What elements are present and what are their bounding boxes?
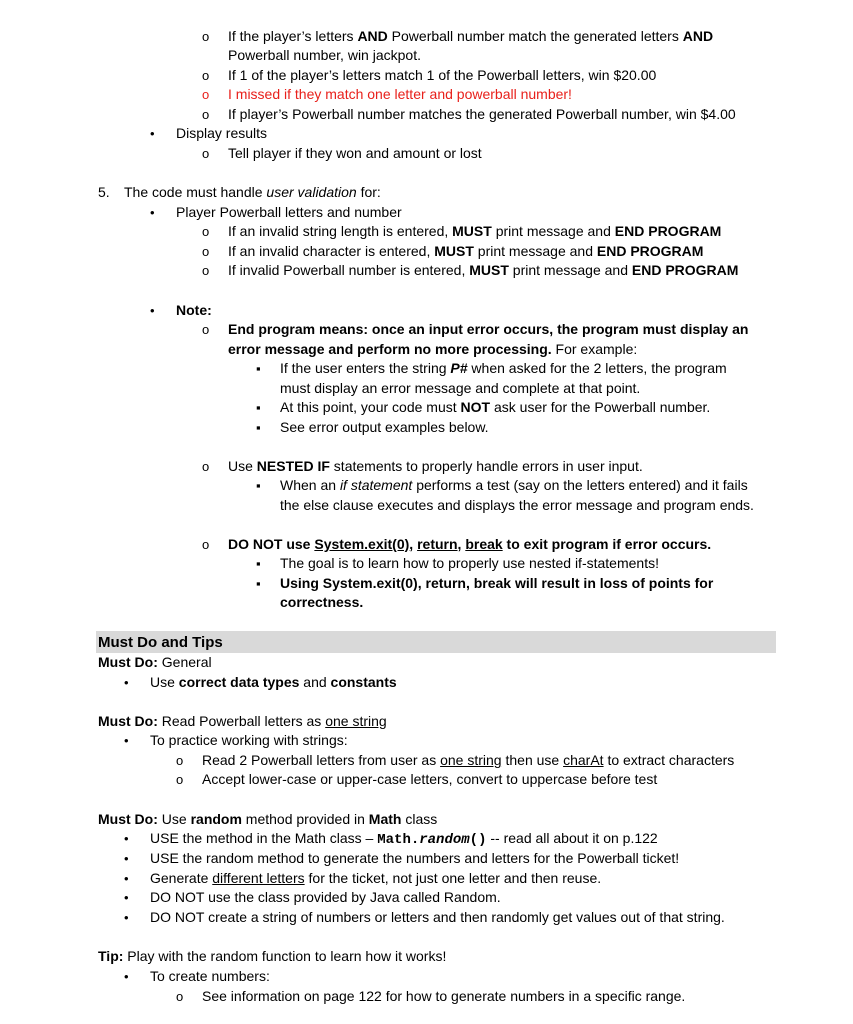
circle-bullet: o bbox=[202, 459, 210, 474]
circle-bullet: o bbox=[176, 753, 184, 768]
must-do-random: Must Do: Use random method provided in Math class bbox=[98, 811, 438, 827]
accept-case: Accept lower-case or upper-case letters, convert to uppercase before test bbox=[202, 771, 658, 787]
circle-bullet: o bbox=[202, 87, 210, 102]
nested-if-rule: Use NESTED IF statements to properly handle errors in user input. bbox=[228, 458, 643, 474]
must-do-general: Must Do: General bbox=[98, 654, 212, 670]
jackpot-rule-cont: Powerball number, win jackpot. bbox=[228, 47, 421, 63]
create-numbers: To create numbers: bbox=[150, 968, 270, 984]
note-label: Note: bbox=[176, 302, 212, 318]
bullet: • bbox=[124, 733, 129, 748]
item-5-number: 5. bbox=[98, 184, 110, 200]
circle-bullet: o bbox=[202, 224, 210, 239]
circle-bullet: o bbox=[176, 989, 184, 1004]
circle-bullet: o bbox=[202, 146, 210, 161]
bullet: • bbox=[124, 675, 129, 690]
square-bullet: ▪ bbox=[256, 361, 261, 376]
random-rule-5: DO NOT create a string of numbers or letters and then randomly get values out of that string. bbox=[150, 909, 725, 925]
tell-player: Tell player if they won and amount or lost bbox=[228, 145, 482, 161]
square-bullet: ▪ bbox=[256, 556, 261, 571]
square-bullet: ▪ bbox=[256, 400, 261, 415]
must-do-read: Must Do: Read Powerball letters as one string bbox=[98, 713, 387, 729]
bullet: • bbox=[124, 890, 129, 905]
section-header bbox=[96, 631, 776, 653]
item-5-heading: The code must handle user validation for: bbox=[124, 184, 381, 200]
read-two-letters: Read 2 Powerball letters from user as one string then use charAt to extract characters bbox=[202, 752, 735, 768]
bullet: • bbox=[124, 910, 129, 925]
practice-strings: To practice working with strings: bbox=[150, 732, 348, 748]
circle-bullet: o bbox=[202, 244, 210, 259]
invalid-length-rule: If an invalid string length is entered, MUST print message and END PROGRAM bbox=[228, 223, 722, 239]
end-program-definition-cont: error message and perform no more processing. For example: bbox=[228, 341, 638, 357]
circle-bullet: o bbox=[202, 29, 210, 44]
example-2: At this point, your code must NOT ask user for the Powerball number. bbox=[280, 399, 711, 415]
invalid-char-rule: If an invalid character is entered, MUST print message and END PROGRAM bbox=[228, 243, 704, 259]
bullet: • bbox=[124, 851, 129, 866]
example-1-cont: must display an error message and complete at that point. bbox=[280, 380, 641, 396]
invalid-number-rule: If invalid Powerball number is entered, MUST print message and END PROGRAM bbox=[228, 262, 739, 278]
end-program-definition: End program means: once an input error occurs, the program must display an bbox=[228, 321, 749, 337]
nested-if-detail-cont: the else clause executes and displays the error message and program ends. bbox=[280, 497, 754, 513]
square-bullet: ▪ bbox=[256, 478, 261, 493]
bullet: • bbox=[150, 126, 155, 141]
square-bullet: ▪ bbox=[256, 576, 261, 591]
circle-bullet: o bbox=[202, 263, 210, 278]
loss-of-points: Using System.exit(0), return, break will result in loss of points for bbox=[280, 575, 714, 591]
section-title: Must Do and Tips bbox=[98, 634, 223, 651]
jackpot-rule: If the player’s letters AND Powerball number match the generated letters AND bbox=[228, 28, 714, 44]
circle-bullet: o bbox=[202, 107, 210, 122]
missed-note: I missed if they match one letter and powerball number! bbox=[228, 86, 572, 102]
do-not-exit-rule: DO NOT use System.exit(0), return, break to exit program if error occurs. bbox=[228, 536, 712, 552]
win-4-rule: If player’s Powerball number matches the generated Powerball number, win $4.00 bbox=[228, 106, 736, 122]
win-20-rule: If 1 of the player’s letters match 1 of the Powerball letters, win $20.00 bbox=[228, 67, 657, 83]
random-rule-4: DO NOT use the class provided by Java called Random. bbox=[150, 889, 501, 905]
bullet: • bbox=[150, 205, 155, 220]
tip-heading: Tip: Play with the random function to learn how it works! bbox=[98, 948, 447, 964]
circle-bullet: o bbox=[202, 322, 210, 337]
random-rule-3: Generate different letters for the ticket, not just one letter and then reuse. bbox=[150, 870, 602, 886]
example-1: If the user enters the string P# when asked for the 2 letters, the program bbox=[280, 360, 727, 376]
square-bullet: ▪ bbox=[256, 420, 261, 435]
bullet: • bbox=[150, 303, 155, 318]
goal-note: The goal is to learn how to properly use nested if-statements! bbox=[280, 555, 659, 571]
nested-if-detail: When an if statement performs a test (say on the letters entered) and it fails bbox=[280, 477, 748, 493]
bullet: • bbox=[124, 831, 129, 846]
bullet: • bbox=[124, 871, 129, 886]
circle-bullet: o bbox=[202, 68, 210, 83]
circle-bullet: o bbox=[176, 772, 184, 787]
player-letters-number: Player Powerball letters and number bbox=[176, 204, 402, 220]
display-results: Display results bbox=[176, 125, 268, 141]
random-rule-1: USE the method in the Math class – Math.random() -- read all about it on p.122 bbox=[150, 830, 658, 848]
loss-of-points-cont: correctness. bbox=[280, 594, 364, 610]
see-page-122: See information on page 122 for how to generate numbers in a specific range. bbox=[202, 988, 686, 1004]
random-rule-2: USE the random method to generate the numbers and letters for the Powerball ticket! bbox=[150, 850, 680, 866]
example-3: See error output examples below. bbox=[280, 419, 489, 435]
circle-bullet: o bbox=[202, 537, 210, 552]
bullet: • bbox=[124, 969, 129, 984]
use-correct-types: Use correct data types and constants bbox=[150, 674, 397, 690]
